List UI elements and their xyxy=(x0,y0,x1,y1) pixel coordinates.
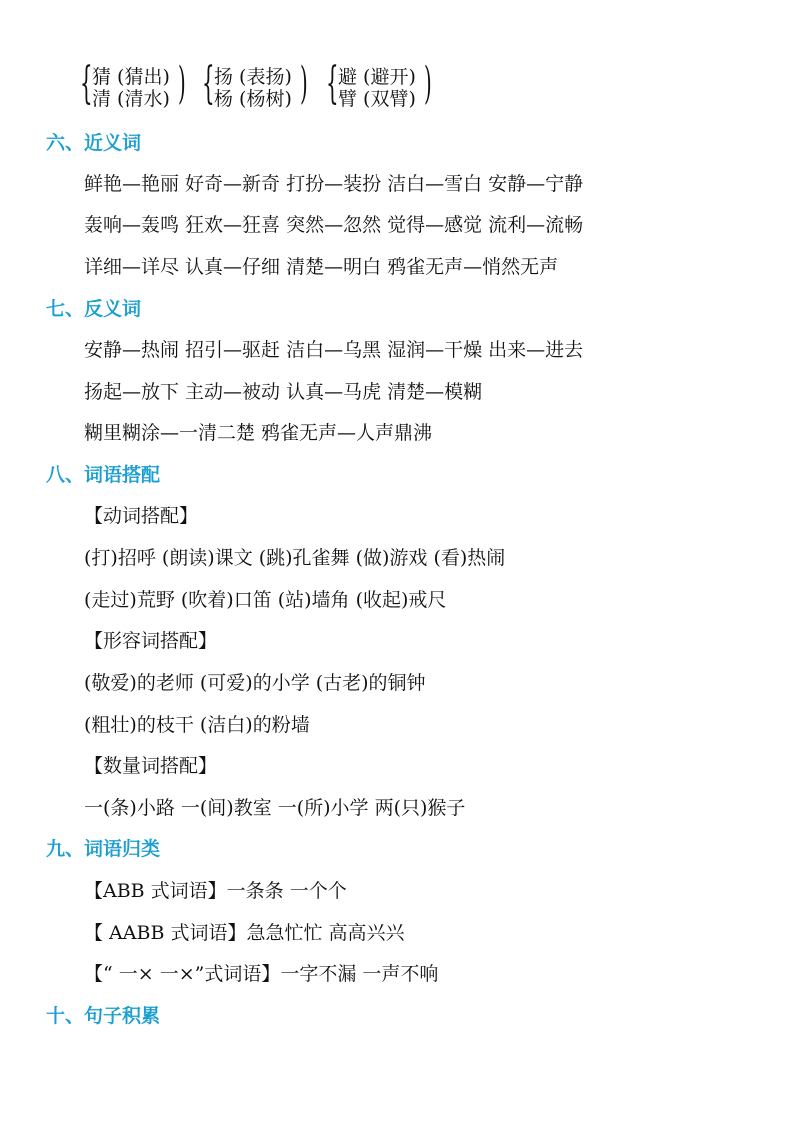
left-brace: { xyxy=(326,58,339,109)
num-collocation-line: 一(条)小路 一(间)教室 一(所)小学 两(只)猴子 xyxy=(84,797,466,819)
adj-collocation-line: (粗壮)的枝干 (洁白)的粉墙 xyxy=(84,714,310,736)
left-brace: { xyxy=(202,58,215,109)
section-title-sentences: 十、句子积累 xyxy=(46,1005,161,1027)
synonyms-line: 详细—详尽 认真—仔细 清楚—明白 鸦雀无声—悄然无声 xyxy=(84,256,559,278)
section-title-synonyms: 六、近义词 xyxy=(46,132,142,154)
brace-group-line1: 避 (避开) xyxy=(338,66,416,88)
verb-collocation-line: (走过)荒野 (吹着)口笛 (站)墙角 (收起)戒尺 xyxy=(84,589,447,611)
classification-line: 【“ 一× 一×”式词语】一字不漏 一声不响 xyxy=(84,963,439,985)
adj-collocation-line: (敬爱)的老师 (可爱)的小学 (古老)的铜钟 xyxy=(84,672,426,694)
brace-group-line2: 清 (清水) xyxy=(92,88,170,110)
brace-group-line2: 杨 (杨树) xyxy=(214,88,292,110)
brace-group-line1: 扬 (表扬) xyxy=(214,66,292,88)
right-paren: ) xyxy=(300,58,308,109)
antonyms-line: 安静—热闹 招引—驱赶 洁白—乌黑 湿润—干燥 出来—进去 xyxy=(84,339,584,361)
antonyms-line: 糊里糊涂—一清二楚 鸦雀无声—人声鼎沸 xyxy=(84,422,433,444)
synonyms-line: 鲜艳—艳丽 好奇—新奇 打扮—装扮 洁白—雪白 安静—宁静 xyxy=(84,173,584,195)
section-title-classification: 九、词语归类 xyxy=(46,838,161,860)
classification-line: 【 AABB 式词语】急急忙忙 高高兴兴 xyxy=(84,922,405,944)
right-paren: ) xyxy=(424,58,432,109)
num-collocation-label: 【数量词搭配】 xyxy=(84,755,218,777)
synonyms-line: 轰响—轰鸣 狂欢—狂喜 突然—忽然 觉得—感觉 流利—流畅 xyxy=(84,214,584,236)
brace-group-line1: 猜 (猜出) xyxy=(92,66,170,88)
classification-line: 【ABB 式词语】一条条 一个个 xyxy=(84,880,347,902)
antonyms-line: 扬起—放下 主动—被动 认真—马虎 清楚—模糊 xyxy=(84,381,483,403)
verb-collocation-label: 【动词搭配】 xyxy=(84,505,199,527)
right-paren: ) xyxy=(178,58,186,109)
adj-collocation-label: 【形容词搭配】 xyxy=(84,630,218,652)
brace-group-line2: 臂 (双臂) xyxy=(338,88,416,110)
section-title-collocation: 八、词语搭配 xyxy=(46,464,161,486)
verb-collocation-line: (打)招呼 (朗读)课文 (跳)孔雀舞 (做)游戏 (看)热闹 xyxy=(84,547,506,569)
left-brace: { xyxy=(80,58,93,109)
section-title-antonyms: 七、反义词 xyxy=(46,298,142,320)
